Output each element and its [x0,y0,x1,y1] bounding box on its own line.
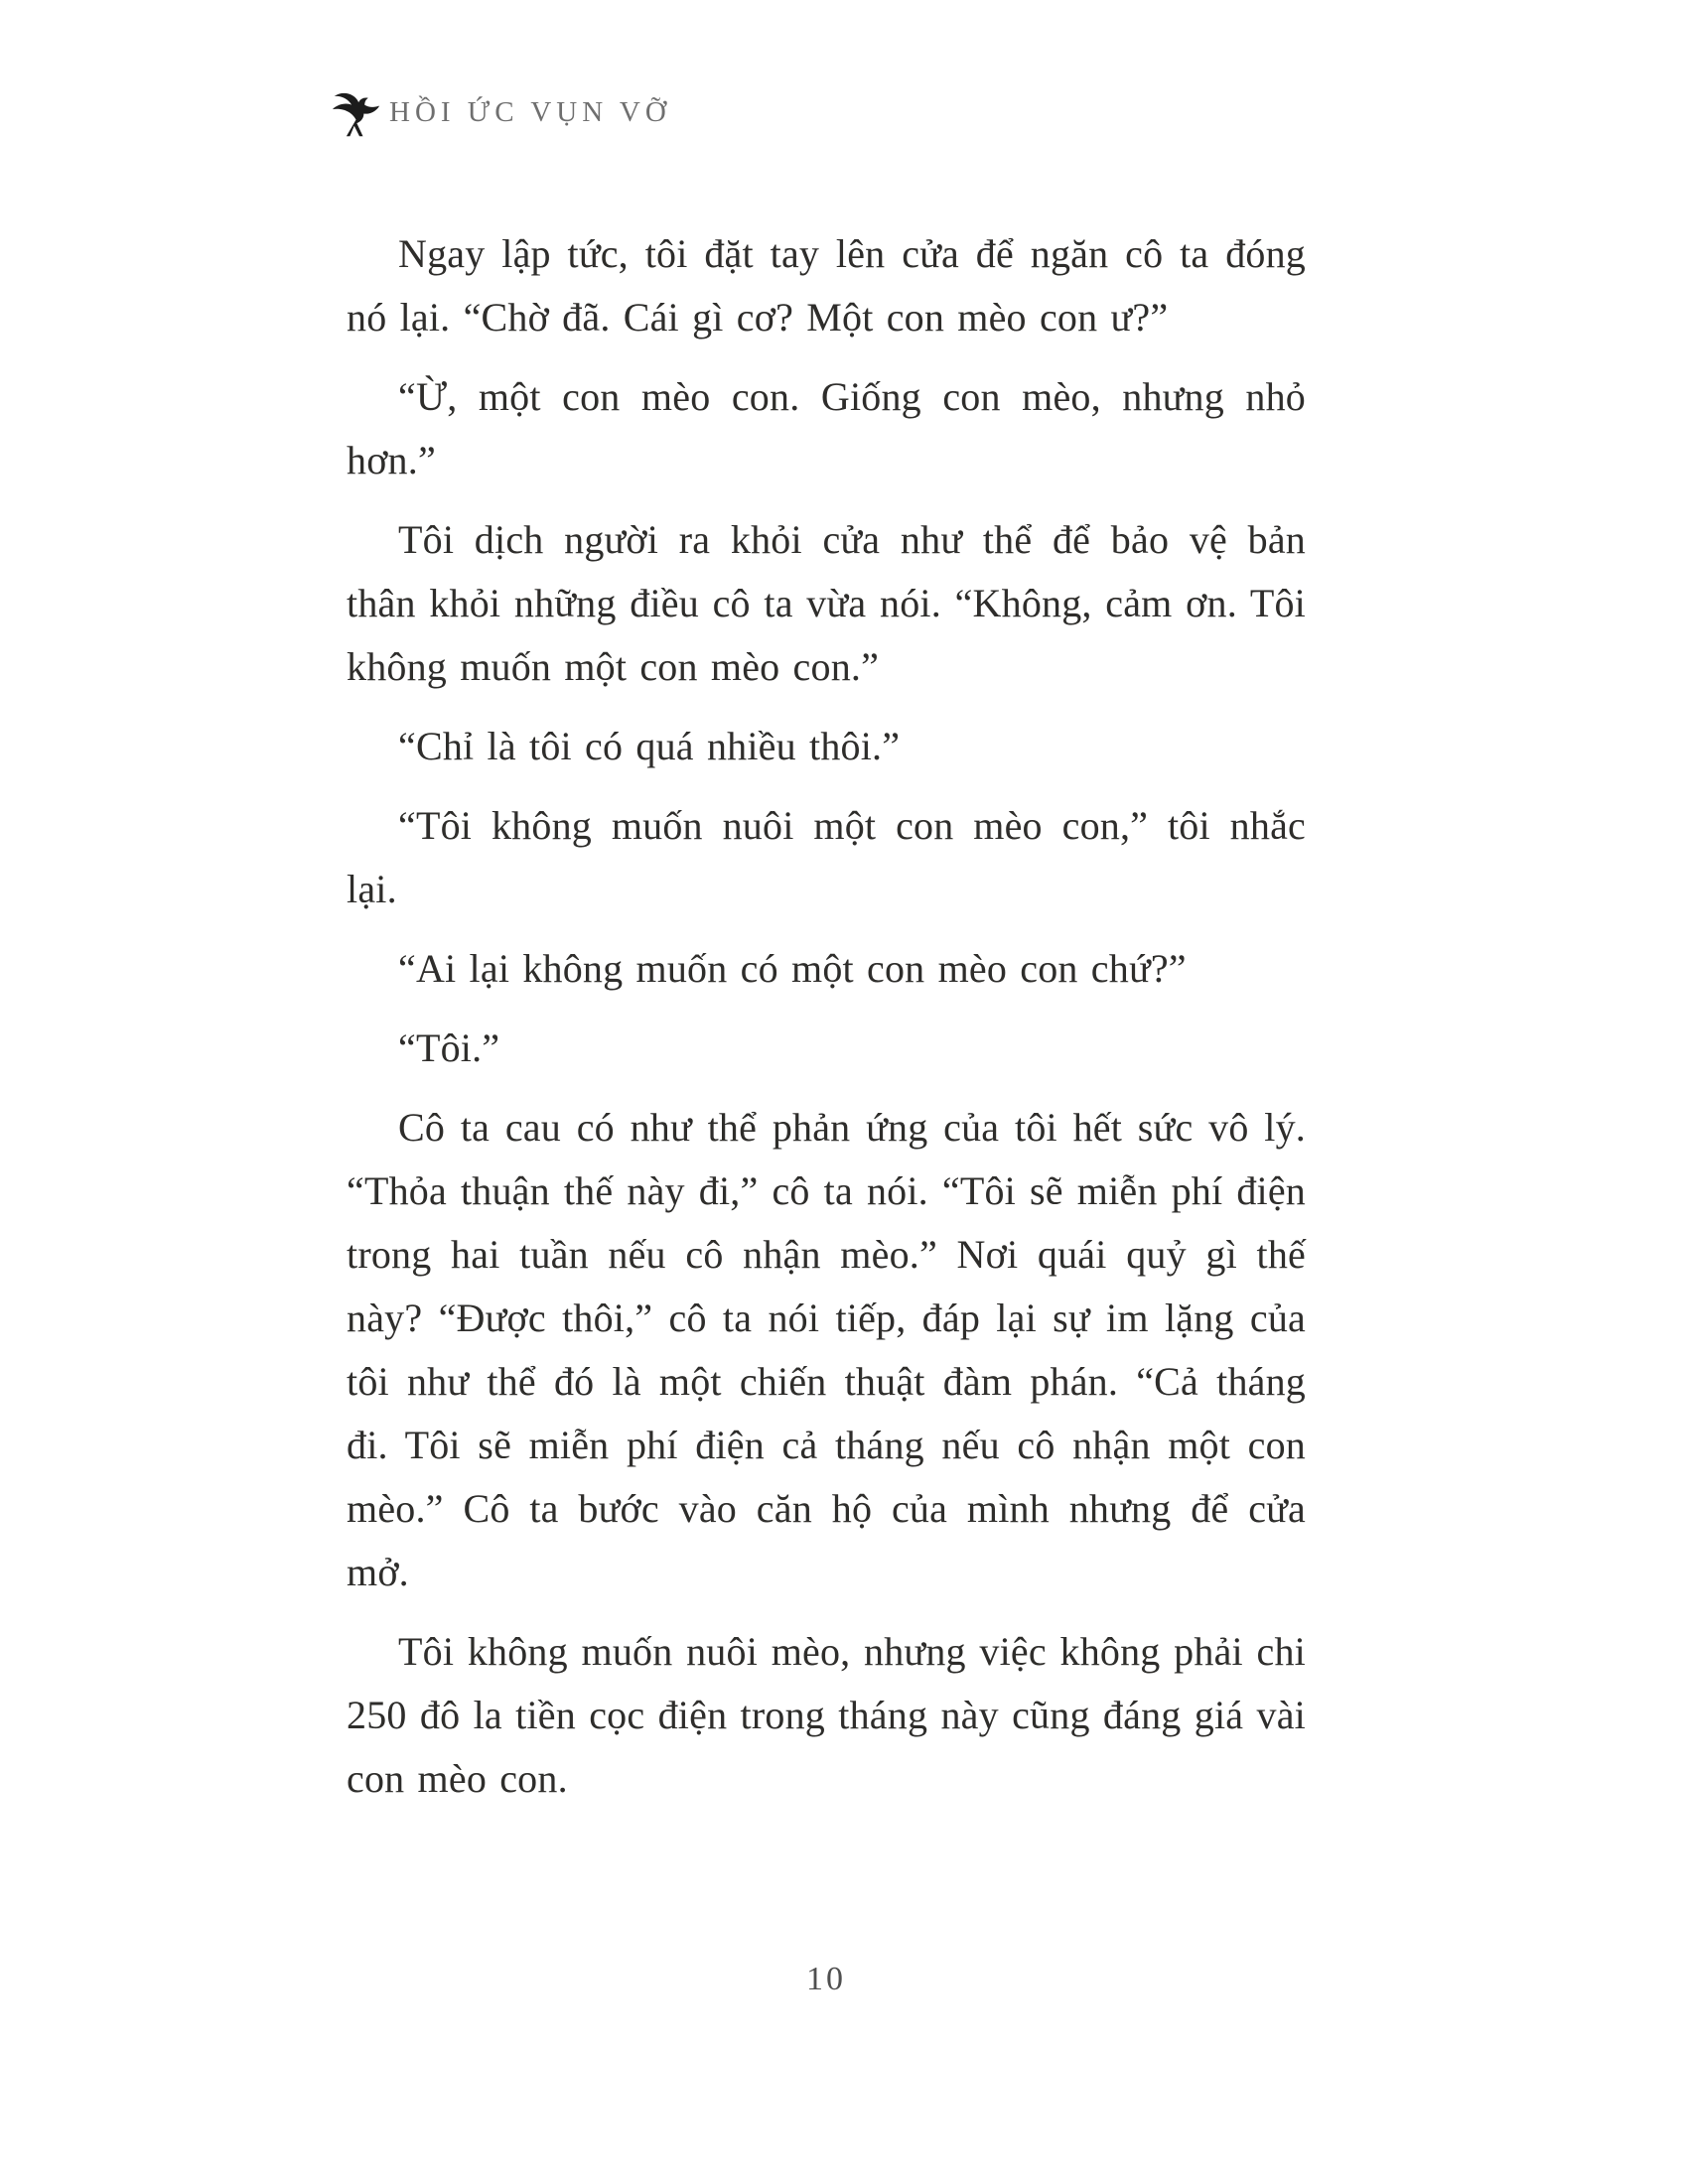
paragraph-6: “Ai lại không muốn có một con mèo con chứ?” [398,946,1187,991]
paragraph-7: “Tôi.” [398,1025,500,1070]
page-header [324,81,671,137]
paragraph-1: Ngay lập tức, tôi đặt tay lên cửa để ngăn cô ta đóng nó lại. “Chờ đã. Cái gì cơ? Một con mèo con ư?” [347,231,1306,340]
paragraph-9: Tôi không muốn nuôi mèo, nhưng việc không phải chi 250 đô la tiền cọc điện trong tháng này cũng đáng giá vài con mèo con. [347,1629,1306,1801]
page-content [347,222,1306,1827]
page-number: 10 [806,1961,846,1997]
paragraph-2: “Ừ, một con mèo con. Giống con mèo, nhưng nhỏ hơn.” [347,374,1306,482]
paragraph-4: “Chỉ là tôi có quá nhiều thôi.” [398,724,901,768]
paragraph-8: Cô ta cau có như thể phản ứng của tôi hết sức vô lý. “Thỏa thuận thế này đi,” cô ta nói. “Tôi sẽ miễn phí điện trong hai tuần nếu cô nhận mèo.” Nơi quái quỷ gì thế này? “Được thôi,” cô ta nói tiếp, đáp lại sự im lặng của tôi như thể đó là một chiến thuật đàm phán. “Cả tháng đi. Tôi sẽ miễn phí điện cả tháng nếu cô nhận một con mèo.” Cô ta bước vào căn hộ của mình nhưng để cửa mở. [347,1105,1306,1594]
bird-icon [324,89,381,145]
paragraph-3: Tôi dịch người ra khỏi cửa như thể để bảo vệ bản thân khỏi những điều cô ta vừa nói. “Không, cảm ơn. Tôi không muốn một con mèo con.” [347,517,1306,689]
running-head: HỒI ỨC VỤN VỠ [389,96,671,128]
paragraph-5: “Tôi không muốn nuôi một con mèo con,” tôi nhắc lại. [347,803,1306,911]
